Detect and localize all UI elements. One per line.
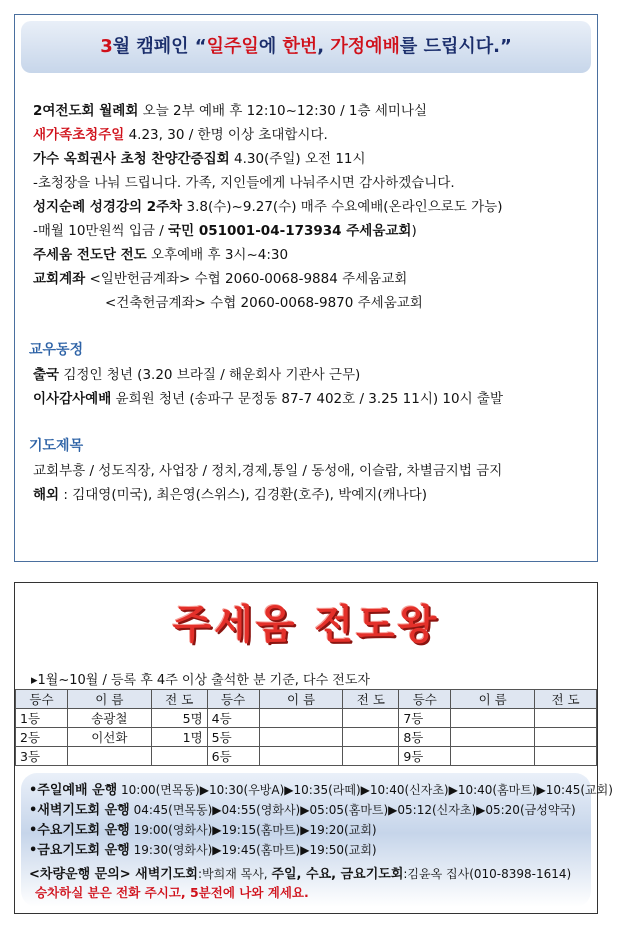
table-cell: 6등 — [207, 747, 259, 766]
bus-line — [29, 779, 613, 798]
notice-item — [33, 99, 427, 119]
notice-label: 새가족초청주일 — [33, 127, 125, 143]
table-cell: 1명 — [151, 728, 207, 747]
table-cell: 이선화 — [67, 728, 151, 747]
banner-highlight: 일주일 — [206, 36, 259, 57]
notice-label: 주세움 전도단 전도 — [33, 247, 147, 263]
banner-text: 를 드립시다.” — [399, 36, 512, 57]
column-header: 등수 — [207, 690, 259, 709]
bus-line-route: 04:45(면목동)▶04:55(영화사)▶05:05(홈마트)▶05:12(신자초)▶05:20(금성약국) — [129, 803, 576, 817]
notice-item — [33, 147, 366, 167]
news-label: 출국 — [33, 367, 60, 383]
column-header: 이 름 — [259, 690, 343, 709]
table-cell — [535, 728, 597, 747]
news-text: 윤희원 청년 (송파구 문정동 87-7 402호 / 3.25 11시) 10시 출발 — [111, 391, 504, 407]
table-cell: 5명 — [151, 709, 207, 728]
bus-line — [29, 819, 377, 838]
notice-item — [33, 219, 417, 239]
notice-label: 가수 옥희권사 초청 찬양간증집회 — [33, 151, 230, 167]
notice-text: 4.30(주일) 오전 11시 — [229, 151, 366, 167]
notice-text: 3.8(수)~9.27(수) 매주 수요예배(온라인으로도 가능) — [182, 199, 503, 215]
table-cell: 송광철 — [67, 709, 151, 728]
notice-item — [33, 267, 407, 287]
campaign-banner — [21, 21, 591, 73]
notice-item — [33, 123, 328, 143]
table-cell — [343, 709, 399, 728]
bus-line-route: 19:00(영화사)▶19:15(홈마트)▶19:20(교회) — [129, 823, 377, 837]
ranking-title: 주세움 전도왕 — [172, 601, 440, 648]
bus-line-label: •수요기도회 운행 — [29, 823, 130, 838]
bus-note: 승차하실 분은 전화 주시고, 5분전에 나와 계세요. — [35, 885, 309, 900]
notice-label: 교회계좌 — [33, 271, 86, 287]
table-cell: 9등 — [399, 747, 451, 766]
notice-section — [14, 14, 598, 562]
table-row — [16, 709, 597, 728]
table-cell: 1등 — [16, 709, 68, 728]
banner-month: 3 — [100, 36, 113, 57]
bus-line-label: •새벽기도회 운행 — [29, 803, 130, 818]
notice-text: ) — [411, 223, 417, 239]
notice-text: 오후예배 후 3시~4:30 — [146, 247, 289, 263]
bus-line-route: 19:30(영화사)▶19:45(홈마트)▶19:50(교회) — [129, 843, 377, 857]
column-header: 이 름 — [451, 690, 535, 709]
prayer-text: : 김대영(미국), 최은영(스위스), 김경환(호주), 박예지(캐나다) — [59, 487, 428, 503]
column-header: 전 도 — [151, 690, 207, 709]
ranking-criteria: ▸1월~10월 / 등록 후 4주 이상 출석한 분 기준, 다수 전도자 — [31, 673, 370, 688]
news-text: 김정인 청년 (3.20 브라질 / 해운회사 기관사 근무) — [59, 367, 361, 383]
notice-text: 4.23, 30 / 한명 이상 초대합시다. — [124, 127, 328, 143]
notice-text: -매월 10만원씩 입금 / — [33, 223, 169, 239]
bank-account: 국민 051001-04-173934 주세움교회 — [168, 223, 412, 239]
bus-line-label: •주일예배 운행 — [29, 783, 118, 798]
ranking-section — [14, 582, 613, 914]
notice-text: 오늘 2부 예배 후 12:10~12:30 / 1층 세미나실 — [138, 103, 428, 119]
news-label: 이사감사예배 — [33, 391, 112, 407]
table-cell — [151, 747, 207, 766]
prayer-label: 해외 — [33, 487, 60, 503]
bus-line-route: 10:00(면목동)▶10:30(우방A)▶10:35(라떼)▶10:40(신자초)▶10:40(홈마트)▶10:45(교회) — [117, 783, 613, 797]
table-cell — [343, 747, 399, 766]
table-cell — [535, 747, 597, 766]
bus-schedule-box — [21, 773, 613, 907]
contact-text: :김윤옥 집사(010-8398-1614) — [403, 867, 572, 881]
notice-item — [105, 291, 423, 311]
contact-label: 주일, 수요, 금요기도회 — [271, 867, 404, 882]
news-item — [33, 363, 360, 383]
table-cell — [67, 747, 151, 766]
banner-highlight: 한번 — [282, 36, 318, 57]
ranking-table — [15, 689, 597, 766]
prayer-item — [33, 459, 502, 479]
prayer-item — [33, 483, 427, 503]
notice-item — [33, 243, 288, 263]
notice-item — [33, 171, 455, 191]
prayer-text: 교회부흥 / 성도직장, 사업장 / 정치,경제,통일 / 동성애, 이슬람, 차별금지법 금지 — [33, 463, 503, 479]
notice-text: -초청장을 나눠 드립니다. 가족, 지인들에게 나눠주시면 감사하겠습니다. — [33, 175, 455, 191]
column-header: 전 도 — [535, 690, 597, 709]
banner-text: , — [317, 36, 331, 57]
contact-text: :박희재 목사, — [197, 867, 272, 881]
bus-line — [29, 799, 576, 818]
banner-highlight: 가정예배 — [330, 36, 400, 57]
bus-contact — [29, 863, 571, 882]
contact-label: <차량운행 문의> 새벽기도회 — [29, 867, 198, 882]
table-cell: 8등 — [399, 728, 451, 747]
notice-label: 성지순례 성경강의 2주차 — [33, 199, 183, 215]
news-item — [33, 387, 503, 407]
column-header: 전 도 — [343, 690, 399, 709]
table-cell: 5등 — [207, 728, 259, 747]
table-row — [16, 747, 597, 766]
notice-label: 2여전도회 월례회 — [33, 103, 139, 119]
notice-item — [33, 195, 502, 215]
news-heading: 교우동정 — [29, 342, 84, 358]
column-header: 등수 — [16, 690, 68, 709]
bus-line — [29, 839, 377, 858]
table-cell: 4등 — [207, 709, 259, 728]
table-cell — [451, 747, 535, 766]
column-header: 이 름 — [67, 690, 151, 709]
table-cell — [343, 728, 399, 747]
table-cell — [451, 709, 535, 728]
prayer-heading: 기도제목 — [29, 438, 84, 454]
banner-text: 에 — [258, 36, 283, 57]
table-cell — [451, 728, 535, 747]
table-cell: 7등 — [399, 709, 451, 728]
banner-text: 월 캠페인 “ — [112, 36, 207, 57]
column-header: 등수 — [399, 690, 451, 709]
table-cell — [535, 709, 597, 728]
table-row — [16, 728, 597, 747]
table-cell — [259, 728, 343, 747]
table-cell — [259, 747, 343, 766]
bus-line-label: •금요기도회 운행 — [29, 843, 130, 858]
table-cell: 2등 — [16, 728, 68, 747]
table-header-row — [16, 690, 597, 709]
notice-text: <건축헌금계좌> 수협 2060-0068-9870 주세움교회 — [105, 295, 423, 311]
table-cell: 3등 — [16, 747, 68, 766]
notice-text: <일반헌금계좌> 수협 2060-0068-9884 주세움교회 — [85, 271, 408, 287]
table-cell — [259, 709, 343, 728]
